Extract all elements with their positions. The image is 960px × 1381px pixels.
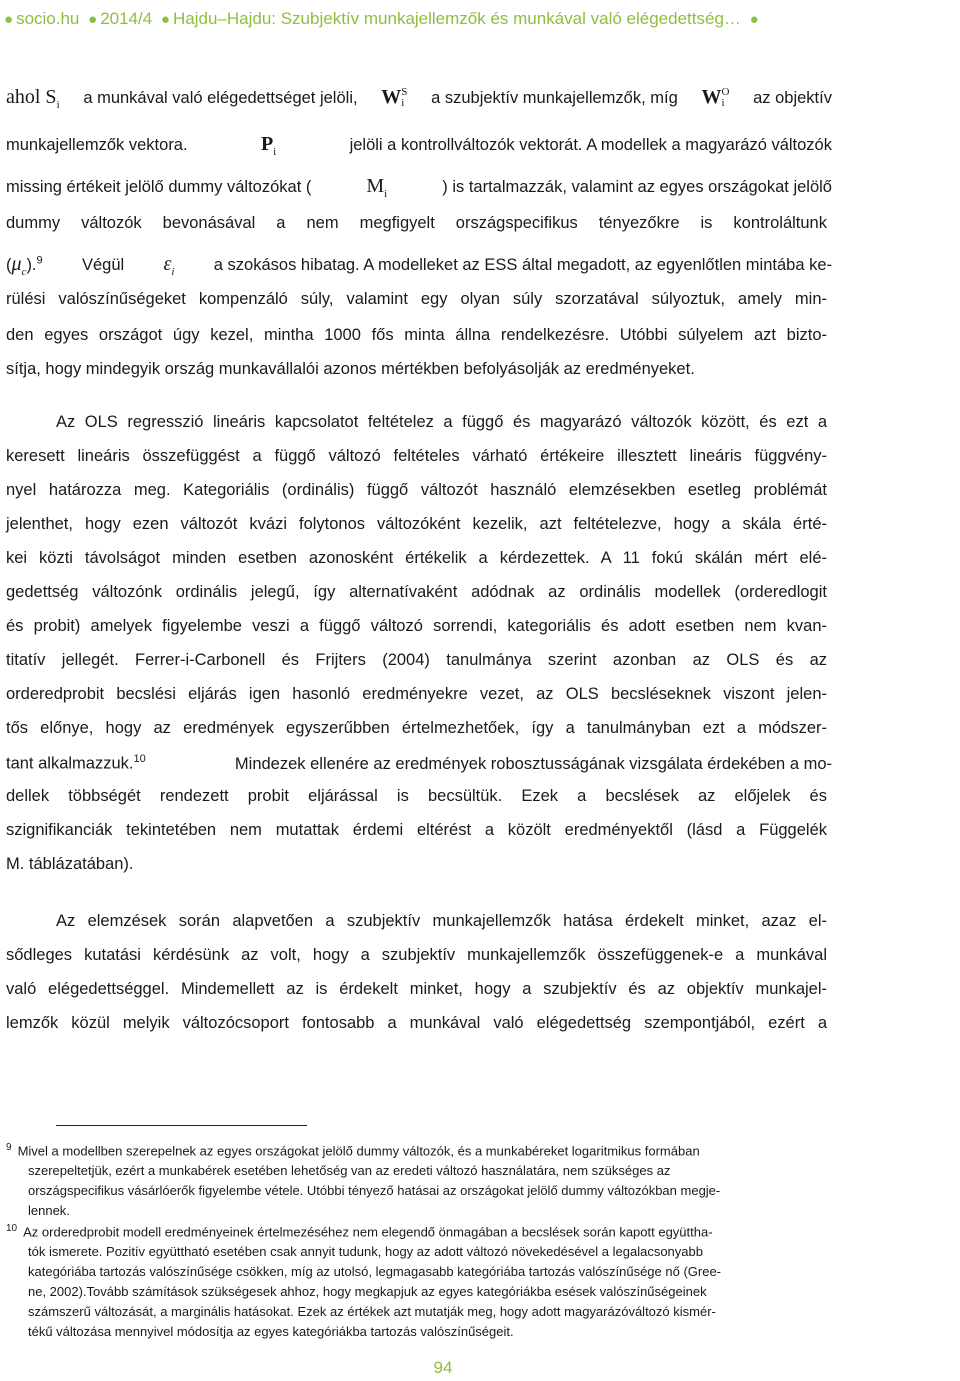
footnote-line xyxy=(28,1203,70,1218)
footnote-text: lennek. xyxy=(28,1203,70,1218)
line-text: nyel határozza meg. Kategoriális (ordinális) függő változót használó elemzésekben esetleg problémát xyxy=(6,481,827,499)
superscript: O xyxy=(721,86,730,99)
text: ε xyxy=(163,253,172,275)
line-text: kei közti távolságot minden esetben azonosként értékelik a kérdezettek. A 11 fokú skálán mért elé- xyxy=(6,549,827,567)
text: ). xyxy=(26,256,37,274)
line-text: tős előnye, hogy az eredmények egyszerűbben értelmezhetőek, így a tanulmányban ezt a módszer- xyxy=(6,719,827,737)
bullet-icon: ● xyxy=(160,11,170,28)
line-text: munkajellemzők vektora. xyxy=(6,136,188,154)
line-text: Az elemzések során alapvetően a szubjektív munkajellemzők hatása érdekelt minket, azaz el- xyxy=(56,912,827,930)
line-text: dellek többségét rendezett probit eljárással is becsültük. Ezek a becslések az előjelek és xyxy=(6,787,827,805)
text: ( xyxy=(6,256,12,274)
mu-group xyxy=(6,253,43,278)
line-text: keresett lineáris összefüggést a függő változó feltételes várható értékeire illesztett lineáris függvény- xyxy=(6,447,827,465)
text-line xyxy=(6,549,832,568)
footnote-line xyxy=(28,1324,514,1339)
footnote-text: szerepeltetjük, ezért a munkabérek esetében lehetőség van az eredeti változó használatára, nem szükséges az xyxy=(28,1163,671,1178)
page-number: 94 xyxy=(433,1358,453,1377)
superscript: S xyxy=(401,86,408,99)
footnote-text: tékű változása mennyivel módosítja az egyes kategóriákba tartozás valószínűségeit. xyxy=(28,1324,514,1339)
line-text: a munkával való elégedettséget jelöli, xyxy=(83,89,358,107)
footnote-text: Az orderedprobit modell eredményeinek értelmezéséhez nem elegendő önmagában a becslések során kapott együttha- xyxy=(23,1224,713,1240)
footnote-line xyxy=(6,1142,700,1158)
line-text: jelöli a kontrollváltozók vektorát. A modellek a magyarázó változók xyxy=(349,136,832,154)
text: μ xyxy=(11,253,22,275)
footnote-line xyxy=(28,1284,707,1299)
footnote-line xyxy=(28,1264,721,1279)
line-text: Végül xyxy=(81,256,125,274)
text-line xyxy=(6,133,832,158)
text-line xyxy=(6,617,832,636)
line-text: titatív jellegét. Ferrer-i-Carbonell és Frijters (2004) tanulmánya szerint azonban az OLS és az xyxy=(6,651,827,669)
footnote-number: 10 xyxy=(6,1223,18,1234)
text-line xyxy=(6,515,832,534)
math-epsilon xyxy=(164,253,175,278)
text-line xyxy=(6,821,832,840)
line-text: a szokásos hibatag. A modelleket az ESS által megadott, az egyenlőtlen mintába ke- xyxy=(213,256,832,274)
text: P xyxy=(260,133,274,155)
footnote-ref: 9 xyxy=(36,254,43,267)
line-text: és probit) amelyek figyelembe veszi a függő változó sorrendi, kategoriális és adott esetben nem kvan- xyxy=(6,617,827,635)
line-text: Mindezek ellenére az eredmények robosztusságának vizsgálata érdekében a mo- xyxy=(234,754,832,773)
text: M xyxy=(366,175,385,197)
line-text: rülési valószínűségeket kompenzáló súly, valamint egy olyan súly szorzatával súlyoztuk, amely min- xyxy=(6,290,827,308)
subscript: c xyxy=(21,266,27,278)
line-text: Az OLS regresszió lineáris kapcsolatot feltételez a függő és magyarázó változók között, és ezt a xyxy=(56,413,827,431)
bullet-icon: ● xyxy=(4,11,14,28)
line-text: való elégedettséggel. Mindemellett az is érdekelt minket, hogy a szubjektív és az objektív munkajel- xyxy=(6,980,827,998)
line-text: sítja, hogy mindegyik ország munkavállalói azonos mértékben befolyásolják az eredményeket. xyxy=(6,360,695,378)
text-line xyxy=(6,787,832,806)
text: tant alkalmazzuk. xyxy=(6,754,134,773)
footnote-text: számszerű változását, a marginális hatásokat. Ezek az értékek azt mutatják meg, hogy adott magyarázóváltozó kismér- xyxy=(28,1304,716,1319)
subscript: i xyxy=(56,99,60,111)
text-line xyxy=(56,413,832,432)
subscript: i xyxy=(401,97,405,110)
text-line xyxy=(6,855,832,874)
footnote-text: országspecifikus vásárlóerők figyelembe vétele. Utóbbi tényező hatásai az országokat jelölő dummy változókban megje- xyxy=(28,1183,721,1198)
math-s xyxy=(6,86,60,111)
header-issue: 2014/4 xyxy=(100,9,153,28)
footnote-text: ne, 2002).Tovább számítások szükségesek ahhoz, hogy megkapjuk az egyes kategóriákba esések valószínűségeinek xyxy=(28,1284,707,1299)
text-line xyxy=(6,214,832,233)
bullet-icon: ● xyxy=(88,11,98,28)
text-line xyxy=(6,685,832,704)
footnote-number: 9 xyxy=(6,1142,12,1153)
footnote-divider xyxy=(56,1125,307,1126)
line-text xyxy=(6,753,146,774)
line-text: den egyes országot úgy kezel, mintha 1000 fős minta állna rendelkezésre. Utóbbi súlyelem azt bizto- xyxy=(6,326,827,344)
line-text: dummy változók bevonásával a nem megfigyelt országspecifikus tényezőkre is kontroláltunk xyxy=(6,214,827,232)
text-line xyxy=(56,912,832,931)
math-w-objective xyxy=(701,86,729,109)
text: ahol S xyxy=(6,86,57,108)
footnote-text: Mivel a modellben szerepelnek az egyes országokat jelölő dummy változók, és a munkabéreket logaritmikus formában xyxy=(17,1143,700,1159)
footnote-line xyxy=(28,1244,703,1259)
subscript: i xyxy=(171,266,175,278)
line-text: sődleges kutatási kérdésünk az volt, hogy a szubjektív munkajellemzők összefüggenek-e a munkával xyxy=(6,946,827,964)
text-line xyxy=(6,360,832,379)
script xyxy=(401,87,407,109)
footnote-line xyxy=(28,1163,670,1178)
script xyxy=(721,87,729,109)
footnote-line xyxy=(28,1304,716,1319)
text-line xyxy=(6,753,832,774)
subscript: i xyxy=(384,188,388,200)
line-text: gedettség változónk ordinális jelegű, így alternatívaként adódnak az ordinális modellek (orderedlogit xyxy=(6,583,827,601)
footnote-line xyxy=(28,1183,720,1198)
footnote-ref: 10 xyxy=(133,753,146,765)
line-text xyxy=(6,86,60,111)
text-line xyxy=(6,86,832,111)
header-title: Hajdu–Hajdu: Szubjektív munkajellemzők és munkával való elégedettség… xyxy=(172,9,741,28)
text: W xyxy=(381,86,402,108)
text-line xyxy=(6,946,832,965)
running-header xyxy=(0,4,960,34)
footnote-text: tók ismerete. Pozitív együttható esetében csak annyit tudunk, hogy az adott változó növekedésével a legalacsonyabb xyxy=(28,1244,703,1259)
text-line xyxy=(6,651,832,670)
header-site: socio.hu xyxy=(16,9,80,28)
text-line xyxy=(6,481,832,500)
line-text: orderedprobit becslési eljárás igen hasonló eredményekre vezet, az OLS becsléseknek viszont jelen- xyxy=(6,685,827,703)
math-m xyxy=(366,175,387,200)
footnote-line xyxy=(6,1223,713,1239)
text-line xyxy=(6,326,832,345)
subscript: i xyxy=(273,146,277,158)
footnote-text: kategóriába tartozás valószínűsége csökken, míg az utolsó, legmagasabb kategóriába tartozás valószínűsége nő (Gree- xyxy=(28,1264,722,1279)
line-text: a szubjektív munkajellemzők, míg xyxy=(431,89,678,107)
line-text: ) is tartalmazzák, valamint az egyes országokat jelölő xyxy=(442,178,832,196)
line-text: az objektív xyxy=(753,89,832,107)
text-line xyxy=(6,1014,832,1033)
line-text: jelenthet, hogy ezen változót kvázi folytonos változóként kezelik, azt feltételezve, hogy a skála érté- xyxy=(6,515,827,533)
line-text: missing értékeit jelölő dummy változókat ( xyxy=(6,178,312,196)
text-line xyxy=(6,253,832,278)
line-text: szignifikanciák tekintetében nem mutattak érdemi eltérést a közölt eredményektől (lásd a Függelék xyxy=(6,821,827,839)
text-line xyxy=(6,719,832,738)
subscript: i xyxy=(721,97,725,110)
line-text: lemzők közül melyik változócsoport fontosabb a munkával való elégedettség szempontjából, ezért a xyxy=(6,1014,827,1032)
text-line xyxy=(6,583,832,602)
math-p xyxy=(261,133,276,158)
text: W xyxy=(701,86,722,108)
text-line xyxy=(6,447,832,466)
text-line xyxy=(6,980,832,999)
line-text: M. táblázatában). xyxy=(6,855,134,873)
math-mu xyxy=(11,253,27,278)
bullet-icon: ● xyxy=(749,11,759,28)
text-line xyxy=(6,175,832,200)
math-w-subjective xyxy=(381,86,407,109)
text-line xyxy=(6,290,832,309)
